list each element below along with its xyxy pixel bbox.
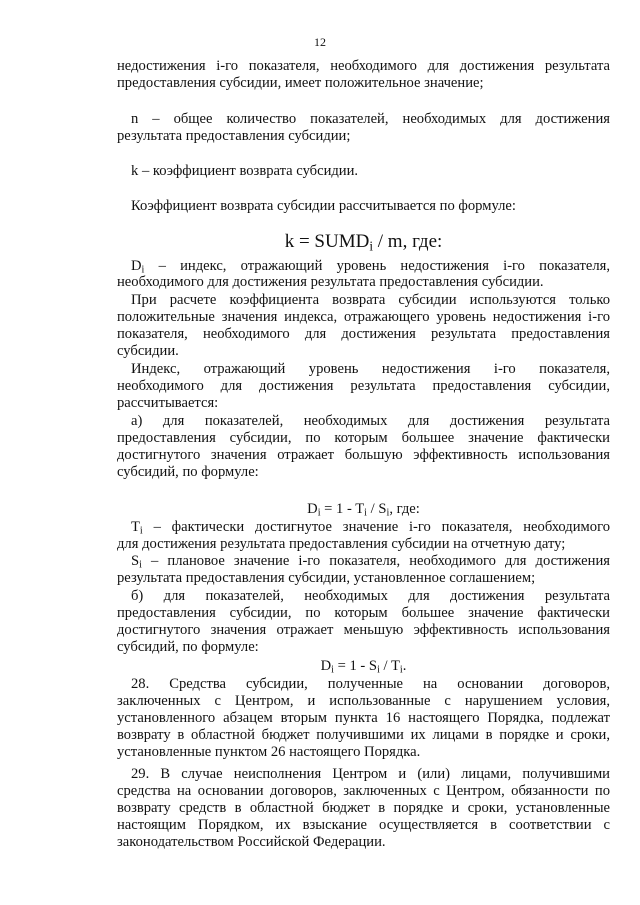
text-line: достигнутого значения отражает меньшую эффективность использования (117, 622, 610, 638)
text-line: необходимого для достижения результата предоставления субсидии, (117, 378, 610, 394)
text-line: показателя, необходимого для достижения результата предоставления (117, 326, 610, 342)
text-line: достигнутого значения отражает большую эффективность использования (117, 447, 610, 463)
formula-index-b: $D_i = 1 - S_i / T_i$. (320, 658, 407, 676)
text-line: а) для показателей, необходимых для достижения результата (131, 413, 610, 429)
text-line: необходимого для достижения результата предоставления субсидии. (117, 274, 544, 290)
text-line: k – коэффициент возврата субсидии. (131, 163, 359, 179)
text-line: $D_i$ – индекс, отражающий уровень недостижения i-го показателя, (131, 258, 610, 276)
text-line: б) для показателей, необходимых для достижения результата (131, 588, 610, 604)
text-line: n – общее количество показателей, необходимых для достижения (131, 111, 610, 127)
text-line: установленного абзацем вторым пункта 16 настоящего Порядка, подлежат (117, 710, 610, 726)
text-line: Индекс, отражающий уровень недостижения i-го показателя, (131, 361, 610, 377)
text-line: предоставления субсидии, по которым большее значение фактически (117, 430, 610, 446)
text-line: средства на основании договоров, заключенных с Центром, обязанности по (117, 783, 610, 799)
text-line: предоставления субсидии, имеет положительное значение; (117, 75, 484, 91)
text-line: установленные пунктом 26 настоящего Порядка. (117, 744, 421, 760)
text-line: 28. Средства субсидии, полученные на основании договоров, (131, 676, 610, 692)
text-line: заключенных с Центром, и использованные с нарушением условия, (117, 693, 610, 709)
text-line: настоящим Порядком, их взыскание осуществляется в соответствии с (117, 817, 610, 833)
text-line: При расчете коэффициента возврата субсидии используются только (131, 292, 610, 308)
formula-return-coefficient: $k = SUMD_i / m$, где: (284, 231, 443, 254)
text-line: предоставления субсидии, по которым большее значение фактически (117, 605, 610, 621)
text-line: положительные значения индекса, отражающего уровень недостижения i-го (117, 309, 610, 325)
text-line: субсидий, по формуле: (117, 464, 259, 480)
text-line: субсидии. (117, 343, 179, 359)
text-line: возврату в областной бюджет получившими их лицами в порядке и сроки, (117, 727, 610, 743)
text-line: законодательством Российской Федерации. (117, 834, 386, 850)
formula-index-a: $D_i = 1 - T_i / S_i$, где: (307, 501, 420, 519)
page-number: 12 (314, 35, 326, 49)
text-line: результата предоставления субсидии; (117, 128, 351, 144)
text-line: недостижения i-го показателя, необходимого для достижения результата (117, 58, 610, 74)
text-line: рассчитывается: (117, 395, 219, 411)
text-line: для достижения результата предоставления субсидии на отчетную дату; (117, 536, 566, 552)
text-line: $S_i$ – плановое значение i-го показателя, необходимого для достижения (131, 553, 610, 571)
text-line: Коэффициент возврата субсидии рассчитывается по формуле: (131, 198, 516, 214)
text-line: 29. В случае неисполнения Центром и (или) лицами, получившими (131, 766, 610, 782)
text-line: $T_i$ – фактически достигнутое значение i-го показателя, необходимого (131, 519, 610, 537)
text-line: результата предоставления субсидии, установленное соглашением; (117, 570, 536, 586)
text-line: субсидий, по формуле: (117, 639, 259, 655)
text-line: возврату средств в областной бюджет в порядке и сроки, установленные (117, 800, 610, 816)
